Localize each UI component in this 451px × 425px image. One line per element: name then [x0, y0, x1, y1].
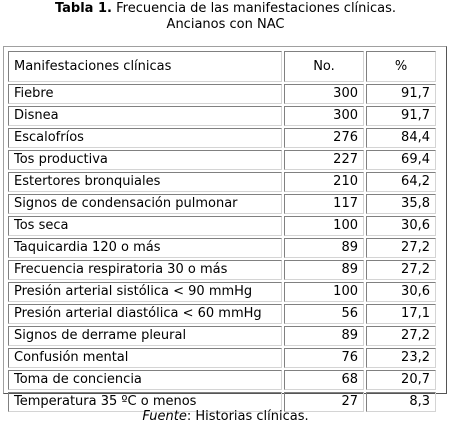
cell-porcentaje: 27,2 — [366, 260, 436, 280]
cell-numero: 68 — [284, 370, 364, 390]
table-row — [8, 326, 436, 346]
table-caption — [0, 1, 451, 33]
cell-porcentaje: 91,7 — [366, 106, 436, 126]
cell-porcentaje: 23,2 — [366, 348, 436, 368]
cell-manifestacion: Taquicardia 120 o más — [8, 238, 282, 258]
cell-manifestacion: Tos seca — [8, 216, 282, 236]
header-porcentaje: % — [366, 51, 436, 82]
cell-manifestacion: Presión arterial sistólica < 90 mmHg — [8, 282, 282, 302]
cell-porcentaje: 27,2 — [366, 238, 436, 258]
cell-manifestacion: Tos productiva — [8, 150, 282, 170]
source-label: Fuente — [142, 409, 187, 424]
caption-title: Frecuencia de las manifestaciones clínicas. — [116, 1, 397, 16]
caption-line-1 — [0, 1, 451, 17]
header-manifestaciones: Manifestaciones clínicas — [8, 51, 282, 82]
cell-porcentaje: 64,2 — [366, 172, 436, 192]
cell-numero: 56 — [284, 304, 364, 324]
cell-porcentaje: 27,2 — [366, 326, 436, 346]
header-numero: No. — [284, 51, 364, 82]
cell-manifestacion: Temperatura 35 ºC o menos — [8, 392, 282, 412]
cell-manifestacion: Presión arterial diastólica < 60 mmHg — [8, 304, 282, 324]
data-table-frame — [3, 46, 447, 409]
cell-numero: 27 — [284, 392, 364, 412]
cell-manifestacion: Escalofríos — [8, 128, 282, 148]
cell-numero: 89 — [284, 260, 364, 280]
data-table — [6, 49, 438, 414]
cell-numero: 89 — [284, 238, 364, 258]
cell-manifestacion: Frecuencia respiratoria 30 o más — [8, 260, 282, 280]
cell-numero: 276 — [284, 128, 364, 148]
table-source-note — [0, 409, 451, 425]
table-row — [8, 348, 436, 368]
caption-label: Tabla 1. — [54, 1, 112, 16]
cell-manifestacion: Estertores bronquiales — [8, 172, 282, 192]
table-row — [8, 84, 436, 104]
cell-numero: 100 — [284, 282, 364, 302]
cell-numero: 227 — [284, 150, 364, 170]
caption-line-2: Ancianos con NAC — [166, 17, 285, 32]
cell-manifestacion: Confusión mental — [8, 348, 282, 368]
table-row — [8, 370, 436, 390]
cell-manifestacion: Signos de derrame pleural — [8, 326, 282, 346]
cell-porcentaje: 30,6 — [366, 282, 436, 302]
cell-porcentaje: 91,7 — [366, 84, 436, 104]
table-row — [8, 172, 436, 192]
table-row — [8, 216, 436, 236]
table-row — [8, 260, 436, 280]
cell-numero: 210 — [284, 172, 364, 192]
table-row — [8, 304, 436, 324]
table-row — [8, 150, 436, 170]
cell-numero: 300 — [284, 84, 364, 104]
cell-manifestacion: Fiebre — [8, 84, 282, 104]
source-text: : Historias clínicas. — [186, 409, 309, 424]
cell-numero: 100 — [284, 216, 364, 236]
cell-porcentaje: 30,6 — [366, 216, 436, 236]
table-row — [8, 238, 436, 258]
cell-manifestacion: Toma de conciencia — [8, 370, 282, 390]
cell-numero: 300 — [284, 106, 364, 126]
table-row — [8, 106, 436, 126]
table-row — [8, 194, 436, 214]
cell-numero: 89 — [284, 326, 364, 346]
cell-numero: 76 — [284, 348, 364, 368]
cell-numero: 117 — [284, 194, 364, 214]
cell-porcentaje: 35,8 — [366, 194, 436, 214]
cell-porcentaje: 84,4 — [366, 128, 436, 148]
table-body — [8, 51, 436, 412]
cell-porcentaje: 69,4 — [366, 150, 436, 170]
table-row — [8, 128, 436, 148]
table-header-row — [8, 51, 436, 82]
cell-manifestacion: Disnea — [8, 106, 282, 126]
cell-porcentaje: 8,3 — [366, 392, 436, 412]
cell-porcentaje: 17,1 — [366, 304, 436, 324]
table-row — [8, 282, 436, 302]
cell-porcentaje: 20,7 — [366, 370, 436, 390]
cell-manifestacion: Signos de condensación pulmonar — [8, 194, 282, 214]
